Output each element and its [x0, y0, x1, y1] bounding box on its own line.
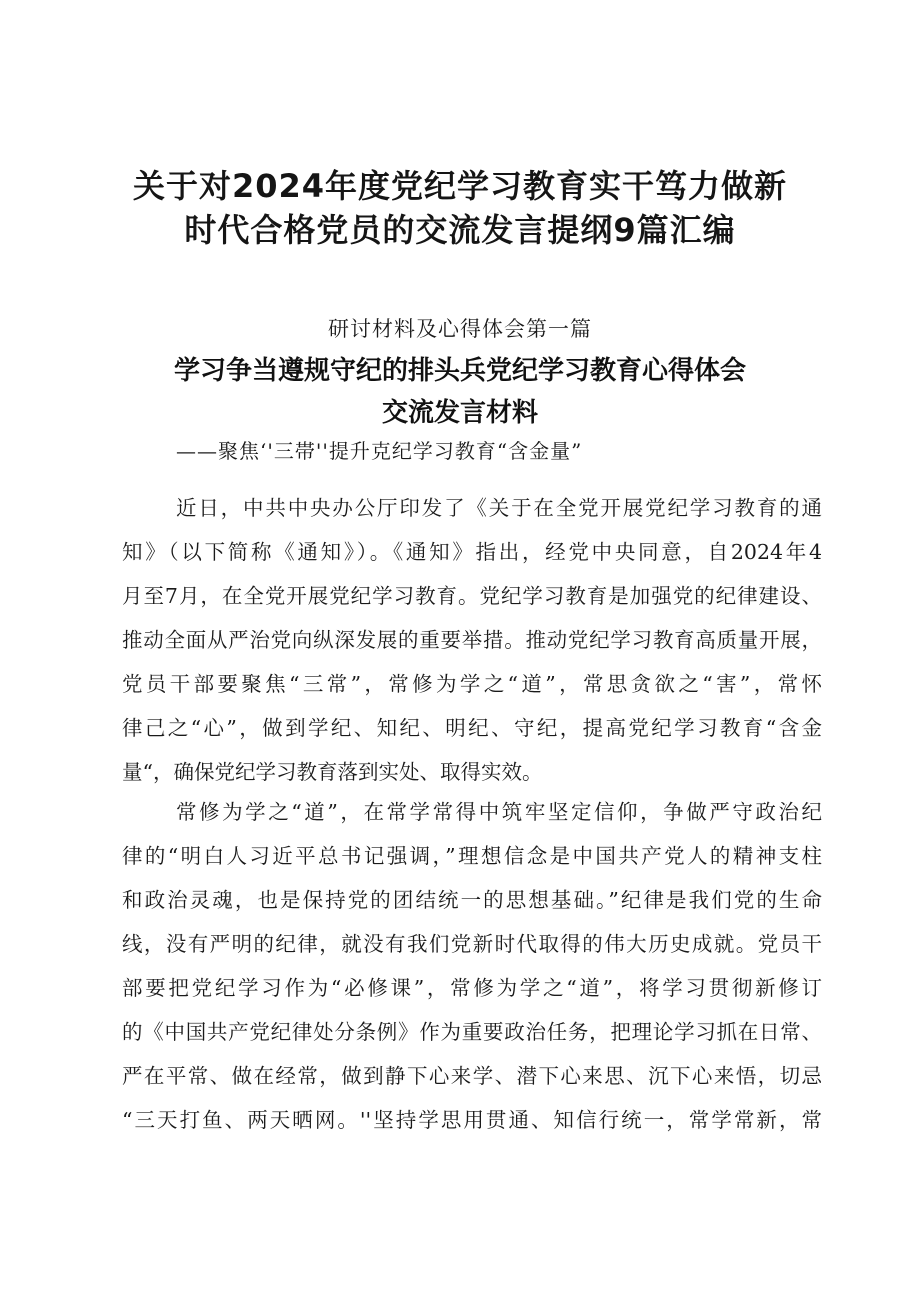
- paragraph-line: 月至7月，在全党开展党纪学习教育。党纪学习教育是加强党的纪律建设、: [122, 584, 822, 608]
- paragraph-line: 严在平常、做在经常，做到静下心来学、潜下心来思、沉下心来悟，切忌: [122, 1064, 822, 1088]
- main-title-line-1: 关于对2024年度党纪学习教育实干笃力做新: [132, 167, 788, 205]
- article-title-line-2: 交流发言材料: [381, 398, 538, 428]
- paragraph-line: 推动全面从严治党向纵深发展的重要举措。推动党纪学习教育高质量开展，: [122, 628, 822, 652]
- paragraph-line: 律的“明白人习近平总书记强调，”理想信念是中国共产党人的精神支柱: [122, 844, 822, 868]
- paragraph-1: [122, 486, 822, 794]
- paragraph-line: 党员干部要聚焦“三常”，常修为学之“道”，常思贪欲之“害”，常怀: [122, 672, 822, 696]
- article-title-line-1: 学习争当遵规守纪的排头兵党纪学习教育心得体会: [173, 356, 746, 386]
- paragraph-line: 常修为学之“道”，在常学常得中筑牢坚定信仰，争做严守政治纪: [176, 800, 822, 824]
- main-title-line-2: 时代合格党员的交流发言提纲9篇汇编: [184, 211, 736, 249]
- paragraph-line: 量“，确保党纪学习教育落到实处、取得实效。: [122, 760, 543, 784]
- paragraph-line: 近日，中共中央办公厅印发了《关于在全党开展党纪学习教育的通: [176, 496, 822, 520]
- paragraph-line: 部要把党纪学习作为“必修课”，常修为学之“道”，将学习贯彻新修订: [122, 976, 822, 1000]
- paragraph-line: 线，没有严明的纪律，就没有我们党新时代取得的伟大历史成就。党员干: [122, 932, 822, 956]
- paragraph-line: 知》（以下简称《通知》）。《通知》指出，经党中央同意，自2024年4: [122, 540, 822, 564]
- paragraph-line: 的《中国共产党纪律处分条例》作为重要政治任务，把理论学习抓在日常、: [122, 1020, 822, 1044]
- article-subtitle: ——聚焦‘'三帯''提升克纪学习教育“含金量”: [176, 439, 583, 463]
- section-label: 研讨材料及心得体会第一篇: [328, 317, 592, 341]
- paragraph-line: 律己之“心”，做到学纪、知纪、明纪、守纪，提高党纪学习教育“含金: [122, 716, 822, 740]
- paragraph-line: 和政治灵魂，也是保持党的团结统一的思想基础。”纪律是我们党的生命: [122, 888, 822, 912]
- paragraph-line: “三天打鱼、两天晒网。''坚持学思用贯通、知信行统一，常学常新，常: [122, 1108, 822, 1132]
- paragraph-2: [122, 790, 822, 1142]
